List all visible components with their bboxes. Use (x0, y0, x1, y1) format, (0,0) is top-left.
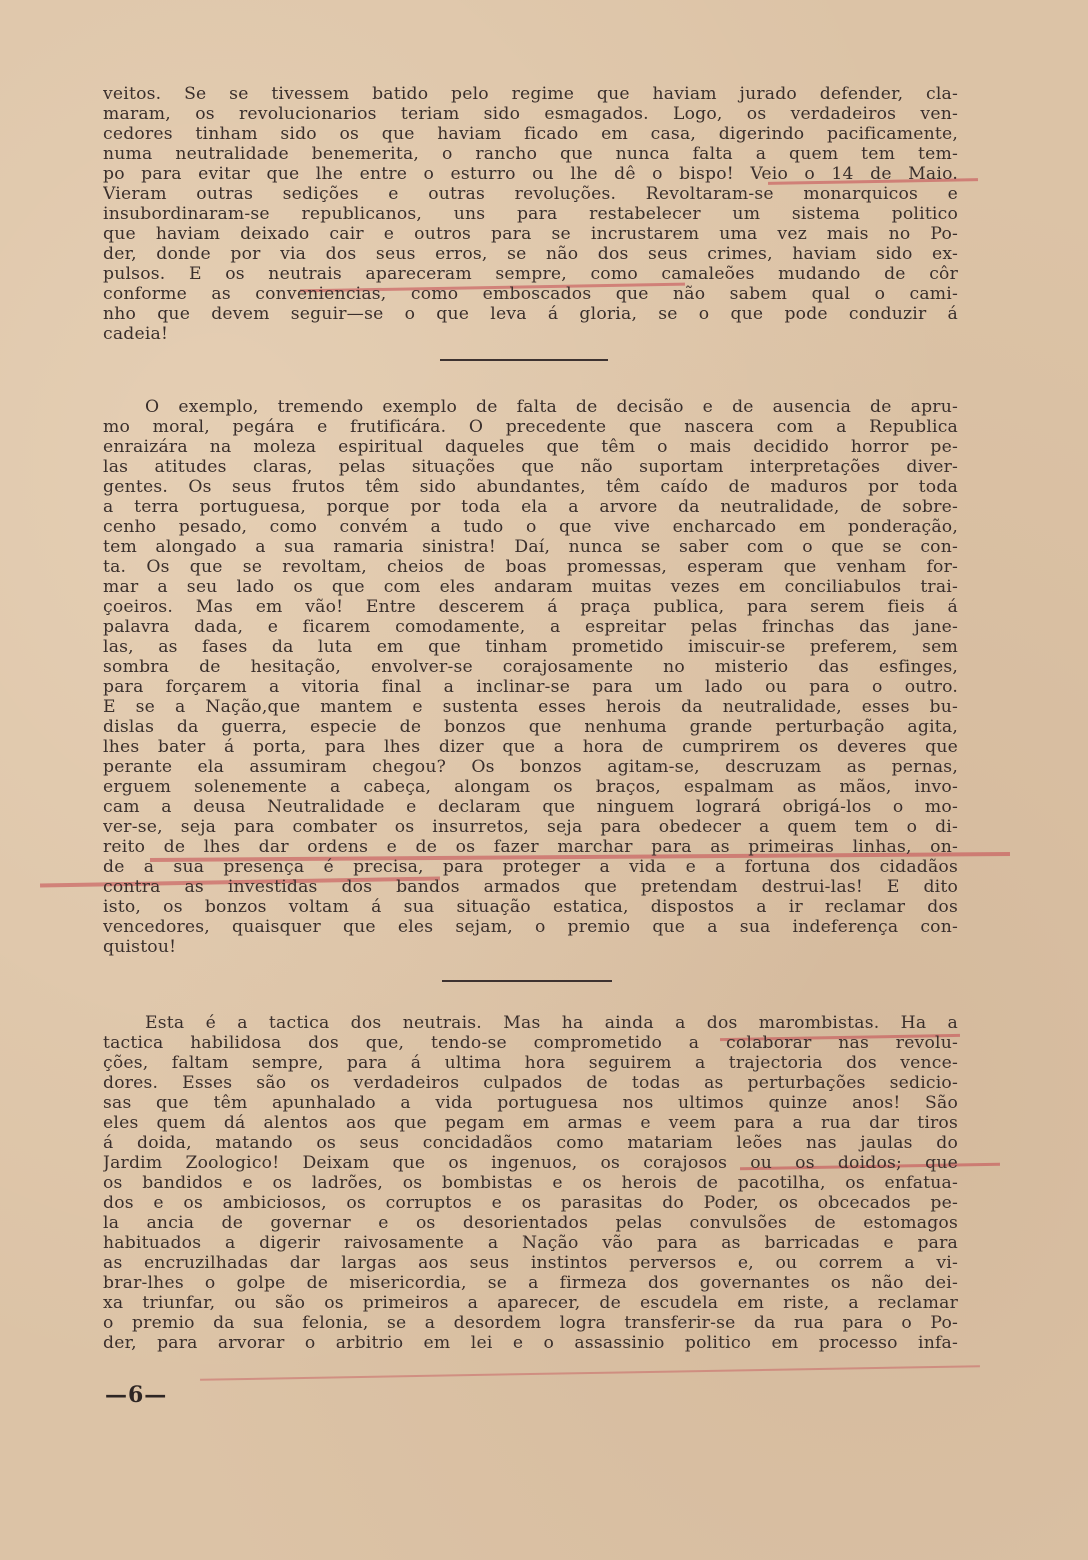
text-line: contra as investidas dos bandos armados que pretendam destrui-las! E dito (103, 877, 958, 897)
text-line: xa triunfar, ou são os primeiros a aparecer, de escudela em riste, a reclamar (103, 1293, 958, 1313)
text-line: der, donde por via dos seus erros, se não dos seus crimes, haviam sido ex- (103, 244, 958, 264)
section-divider (440, 359, 608, 361)
text-line: isto, os bonzos voltam á sua situação estatica, dispostos a ir reclamar dos (103, 897, 958, 917)
text-line: çoeiros. Mas em vão! Entre descerem á praça publica, para serem fieis á (103, 597, 958, 617)
text-line: pulsos. E os neutrais apareceram sempre, como camaleões mudando de côr (103, 264, 958, 284)
section-divider (442, 980, 612, 982)
text-line: dislas da guerra, especie de bonzos que nenhuma grande perturbação agita, (103, 717, 958, 737)
text-line: quistou! (103, 937, 177, 957)
text-line: E se a Nação,que mantem e sustenta esses herois da neutralidade, esses bu- (103, 697, 958, 717)
text-line: erguem solenemente a cabeça, alongam os braços, espalmam as mãos, invo- (103, 777, 958, 797)
text-line: reito de lhes dar ordens e de os fazer marchar para as primeiras linhas, on- (103, 837, 958, 857)
text-line: a terra portuguesa, porque por toda ela a arvore da neutralidade, de sobre- (103, 497, 958, 517)
text-line: la ancia de governar e os desorientados pelas convulsões de estomagos (103, 1213, 958, 1233)
text-line: insubordinaram-se republicanos, uns para restabelecer um sistema politico (103, 204, 958, 224)
text-line: sas que têm apunhalado a vida portuguesa nos ultimos quinze anos! São (103, 1093, 958, 1113)
red-underline-mark (200, 1365, 980, 1381)
text-line: vencedores, quaisquer que eles sejam, o premio que a sua indeferença con- (103, 917, 958, 937)
text-line: cedores tinham sido os que haviam ficado em casa, digerindo pacificamente, (103, 124, 958, 144)
text-line: ver-se, seja para combater os insurretos, seja para obedecer a quem tem o di- (103, 817, 958, 837)
text-line: maram, os revolucionarios teriam sido esmagados. Logo, os verdadeiros ven- (103, 104, 958, 124)
text-line: O exemplo, tremendo exemplo de falta de decisão e de ausencia de apru- (145, 397, 958, 417)
text-line: nho que devem seguir—se o que leva á gloria, se o que pode conduzir á (103, 304, 958, 324)
page-number: —6— (105, 1382, 168, 1408)
text-line: cadeia! (103, 324, 169, 344)
text-line: conforme as conveniencias, como emboscados que não sabem qual o cami- (103, 284, 958, 304)
text-line: ta. Os que se revoltam, cheios de boas promessas, esperam que venham for- (103, 557, 958, 577)
text-line: dos e os ambiciosos, os corruptos e os parasitas do Poder, os obcecados pe- (103, 1193, 958, 1213)
text-line: o premio da sua felonia, se a desordem logra transferir-se da rua para o Po- (103, 1313, 958, 1333)
text-line: numa neutralidade benemerita, o rancho que nunca falta a quem tem tem- (103, 144, 958, 164)
text-line: que haviam deixado cair e outros para se incrustarem uma vez mais no Po- (103, 224, 958, 244)
text-line: der, para arvorar o arbitrio em lei e o assassinio politico em processo infa- (103, 1333, 958, 1353)
paragraph-1 (103, 84, 958, 344)
text-line: palavra dada, e ficarem comodamente, a espreitar pelas frinchas das jane- (103, 617, 958, 637)
text-line: tactica habilidosa dos que, tendo-se comprometido a colaborar nas revolu- (103, 1033, 958, 1053)
text-line: cenho pesado, como convém a tudo o que vive encharcado em ponderação, (103, 517, 958, 537)
text-line: de a sua presença é precisa, para proteger a vida e a fortuna dos cidadãos (103, 857, 958, 877)
text-line: po para evitar que lhe entre o esturro ou lhe dê o bispo! Veio o 14 de Maio. (103, 164, 958, 184)
text-line: enraizára na moleza espiritual daqueles que têm o mais decidido horror pe- (103, 437, 958, 457)
paragraph-2 (103, 397, 958, 957)
text-line: habituados a digerir raivosamente a Nação vão para as barricadas e para (103, 1233, 958, 1253)
text-line: Esta é a tactica dos neutrais. Mas ha ainda a dos marombistas. Ha a (145, 1013, 958, 1033)
text-line: dores. Esses são os verdadeiros culpados de todas as perturbações sedicio- (103, 1073, 958, 1093)
text-line: mar a seu lado os que com eles andaram muitas vezes em conciliabulos trai- (103, 577, 958, 597)
text-line: as encruzilhadas dar largas aos seus instintos perversos e, ou correm a vi- (103, 1253, 958, 1273)
text-line: gentes. Os seus frutos têm sido abundantes, têm caído de maduros por toda (103, 477, 958, 497)
text-line: os bandidos e os ladrões, os bombistas e os herois de pacotilha, os enfatua- (103, 1173, 958, 1193)
text-line: ções, faltam sempre, para á ultima hora seguirem a trajectoria dos vence- (103, 1053, 958, 1073)
text-line: á doida, matando os seus concidadãos como matariam leões nas jaulas do (103, 1133, 958, 1153)
text-line: Vieram outras sedições e outras revoluções. Revoltaram-se monarquicos e (103, 184, 958, 204)
text-line: las atitudes claras, pelas situações que não suportam interpretações diver- (103, 457, 958, 477)
text-line: sombra de hesitação, envolver-se corajosamente no misterio das esfinges, (103, 657, 958, 677)
text-line: Jardim Zoologico! Deixam que os ingenuos, os corajosos ou os doidos; que (103, 1153, 958, 1173)
text-line: cam a deusa Neutralidade e declaram que ninguem logrará obrigá-los o mo- (103, 797, 958, 817)
text-line: veitos. Se se tivessem batido pelo regime que haviam jurado defender, cla- (103, 84, 958, 104)
paragraph-3 (103, 1013, 958, 1353)
text-line: eles quem dá alentos aos que pegam em armas e veem para a rua dar tiros (103, 1113, 958, 1133)
text-line: tem alongado a sua ramaria sinistra! Daí, nunca se saber com o que se con- (103, 537, 958, 557)
text-line: brar-lhes o golpe de misericordia, se a firmeza dos governantes os não dei- (103, 1273, 958, 1293)
text-line: mo moral, pegára e frutificára. O precedente que nascera com a Republica (103, 417, 958, 437)
text-line: las, as fases da luta em que tinham prometido imiscuir-se preferem, sem (103, 637, 958, 657)
text-line: para forçarem a vitoria final a inclinar-se para um lado ou para o outro. (103, 677, 958, 697)
text-line: perante ela assumiram chegou? Os bonzos agitam-se, descruzam as pernas, (103, 757, 958, 777)
text-line: lhes bater á porta, para lhes dizer que a hora de cumprirem os deveres que (103, 737, 958, 757)
